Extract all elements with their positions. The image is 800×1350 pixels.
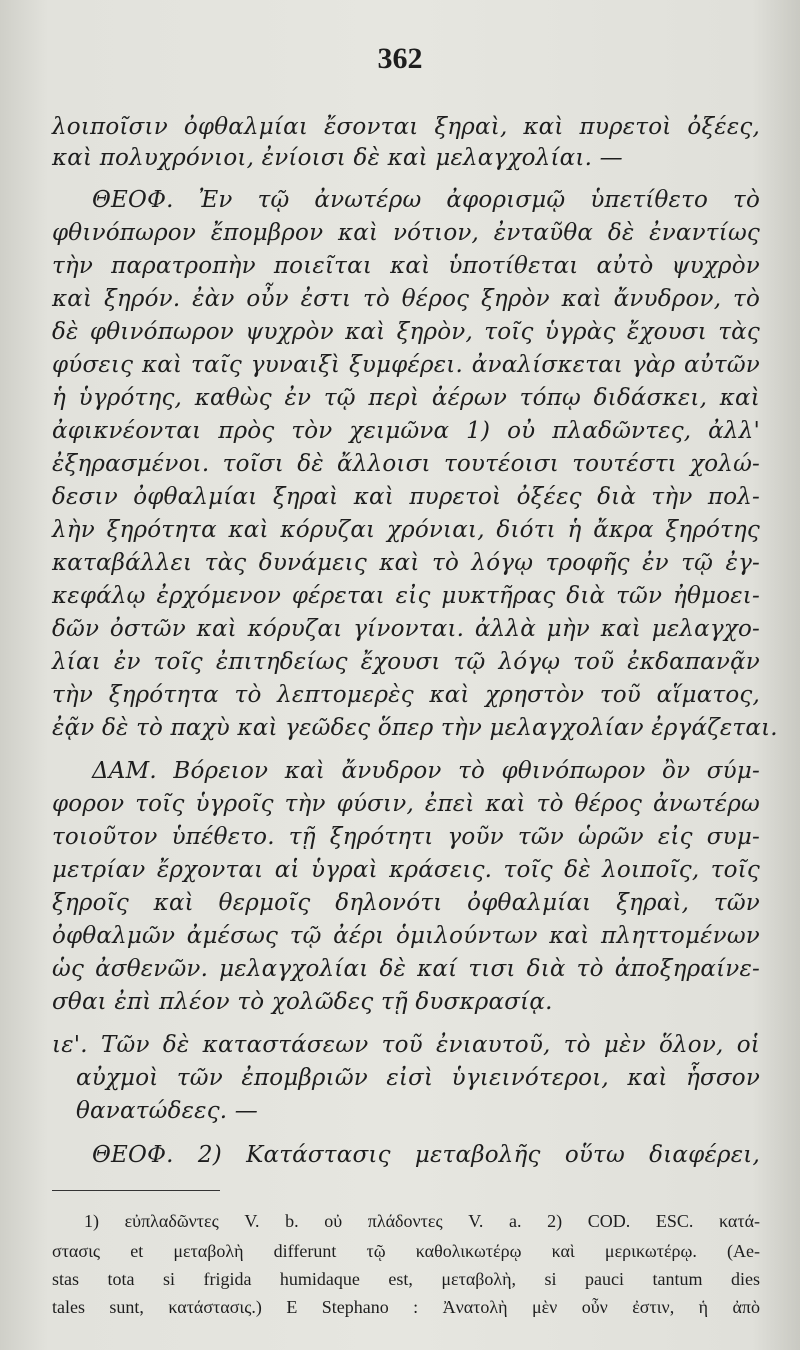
text-line: μετρίαν ἔρχονται αἱ ὑγραὶ κράσεις. τοῖς δὲ λοιποῖς, τοῖς — [52, 857, 760, 883]
text-line: ΔΑΜ. Βόρειον καὶ ἄνυδρον τὸ φθινόπωρον ὂν σύμ- — [92, 758, 760, 784]
text-line: καταβάλλει τὰς δυνάμεις καὶ τὸ λόγῳ τροφῆς ἐν τῷ ἐγ- — [52, 550, 760, 576]
text-line: τὴν ξηρότητα τὸ λεπτομερὲς καὶ χρηστὸν τοῦ αἵματος, — [52, 682, 760, 708]
page-number: 362 — [377, 42, 423, 75]
text-line: καὶ πολυχρόνιοι, ἐνίοισι δὲ καὶ μελαγχολίαι. — — [52, 145, 623, 171]
text-line: ἡ ὑγρότης, καθὼς ἐν τῷ περὶ ἀέρων τόπῳ διδάσκει, καὶ — [52, 385, 760, 411]
text-line: φορον τοῖς ὑγροῖς τὴν φύσιν, ἐπεὶ καὶ τὸ θέρος ἀνωτέρω — [52, 791, 760, 817]
text-line: τὴν παρατροπὴν ποιεῖται καὶ ὑποτίθεται αὐτὸ ψυχρὸν — [52, 253, 760, 279]
text-line: ὀφθαλμῶν ἀμέσως τῷ ἀέρι ὁμιλούντων καὶ πληττομένων — [52, 923, 760, 949]
text-line: ΘΕΟΦ. 2) Κατάστασις μεταβολῆς οὕτω διαφέρει, — [92, 1142, 760, 1168]
text-line: ιε'. Τῶν δὲ καταστάσεων τοῦ ἐνιαυτοῦ, τὸ μὲν ὅλον, οἱ — [52, 1032, 760, 1058]
footnote-line: tales sunt, κατάστασις.) E Stephano : Ἀνατολὴ μὲν οὖν ἐστιν, ἡ ἀπὸ — [52, 1297, 760, 1317]
text-line: ἐᾷν δὲ τὸ παχὺ καὶ γεῶδες ὅπερ τὴν μελαγχολίαν ἐργάζεται. — [52, 715, 778, 741]
text-line: σθαι ἐπὶ πλέον τὸ χολῶδες τῇ δυσκρασίᾳ. — [52, 989, 553, 1015]
footnote-rule — [52, 1190, 220, 1191]
text-line: λίαι ἐν τοῖς ἐπιτηδείως ἔχουσι τῷ λόγῳ τοῦ ἐκδαπανᾷν — [52, 649, 760, 675]
footnote-line: stas tota si frigida humidaque est, μεταβολὴ, si pauci tantum dies — [52, 1269, 760, 1289]
text-line: καὶ ξηρόν. ἐὰν οὖν ἐστι τὸ θέρος ξηρὸν καὶ ἄνυδρον, τὸ — [52, 286, 760, 312]
text-line: ΘΕΟΦ. Ἐν τῷ ἀνωτέρω ἀφορισμῷ ὑπετίθετο τὸ — [92, 187, 760, 213]
text-line: λοιποῖσιν ὀφθαλμίαι ἔσονται ξηραὶ, καὶ πυρετοὶ ὀξέες, — [52, 114, 760, 140]
text-line: λὴν ξηρότητα καὶ κόρυζαι χρόνιαι, διότι ἡ ἄκρα ξηρότης — [52, 517, 760, 543]
text-line: ἀφικνέονται πρὸς τὸν χειμῶνα 1) οὐ πλαδῶντες, ἀλλ' — [52, 418, 760, 444]
text-line: φύσεις καὶ ταῖς γυναιξὶ ξυμφέρει. ἀναλίσκεται γὰρ αὐτῶν — [52, 352, 760, 378]
text-line: αὐχμοὶ τῶν ἐπομβριῶν εἰσὶ ὑγιεινότεροι, καὶ ἧσσον — [76, 1065, 760, 1091]
text-line: ἐξηρασμένοι. τοῖσι δὲ ἄλλοισι τουτέοισι τουτέστι χολώ- — [52, 451, 760, 477]
text-line: δῶν ὀστῶν καὶ κόρυζαι γίνονται. ἀλλὰ μὴν καὶ μελαγχο- — [52, 616, 760, 642]
text-line: δὲ φθινόπωρον ψυχρὸν καὶ ξηρὸν, τοῖς ὑγρὰς ἔχουσι τὰς — [52, 319, 760, 345]
text-line: φθινόπωρον ἔπομβρον καὶ νότιον, ἐνταῦθα δὲ ἐναντίως — [52, 220, 760, 246]
text-line: κεφάλῳ ἐρχόμενον φέρεται εἰς μυκτῆρας διὰ τῶν ἠθμοει- — [52, 583, 760, 609]
text-line: θανατώδεες. — — [76, 1098, 259, 1124]
text-line: ὡς ἀσθενῶν. μελαγχολίαι δὲ καί τισι διὰ τὸ ἀποξηραίνε- — [52, 956, 760, 982]
footnote-line: 1) εὐπλαδῶντες V. b. οὐ πλάδοντες V. a. 2) COD. ESC. κατά- — [84, 1211, 760, 1231]
text-line: ξηροῖς καὶ θερμοῖς δηλονότι ὀφθαλμίαι ξηραὶ, τῶν — [52, 890, 760, 916]
text-line: δεσιν ὀφθαλμίαι ξηραὶ καὶ πυρετοὶ ὀξέες διὰ τὴν πολ- — [52, 484, 760, 510]
footnote-line: στασις et μεταβολὴ differunt τῷ καθολικωτέρῳ καὶ μερικωτέρῳ. (Ae- — [52, 1241, 760, 1261]
text-line: τοιοῦτον ὑπέθετο. τῇ ξηρότητι γοῦν τῶν ὡρῶν εἰς συμ- — [52, 824, 760, 850]
